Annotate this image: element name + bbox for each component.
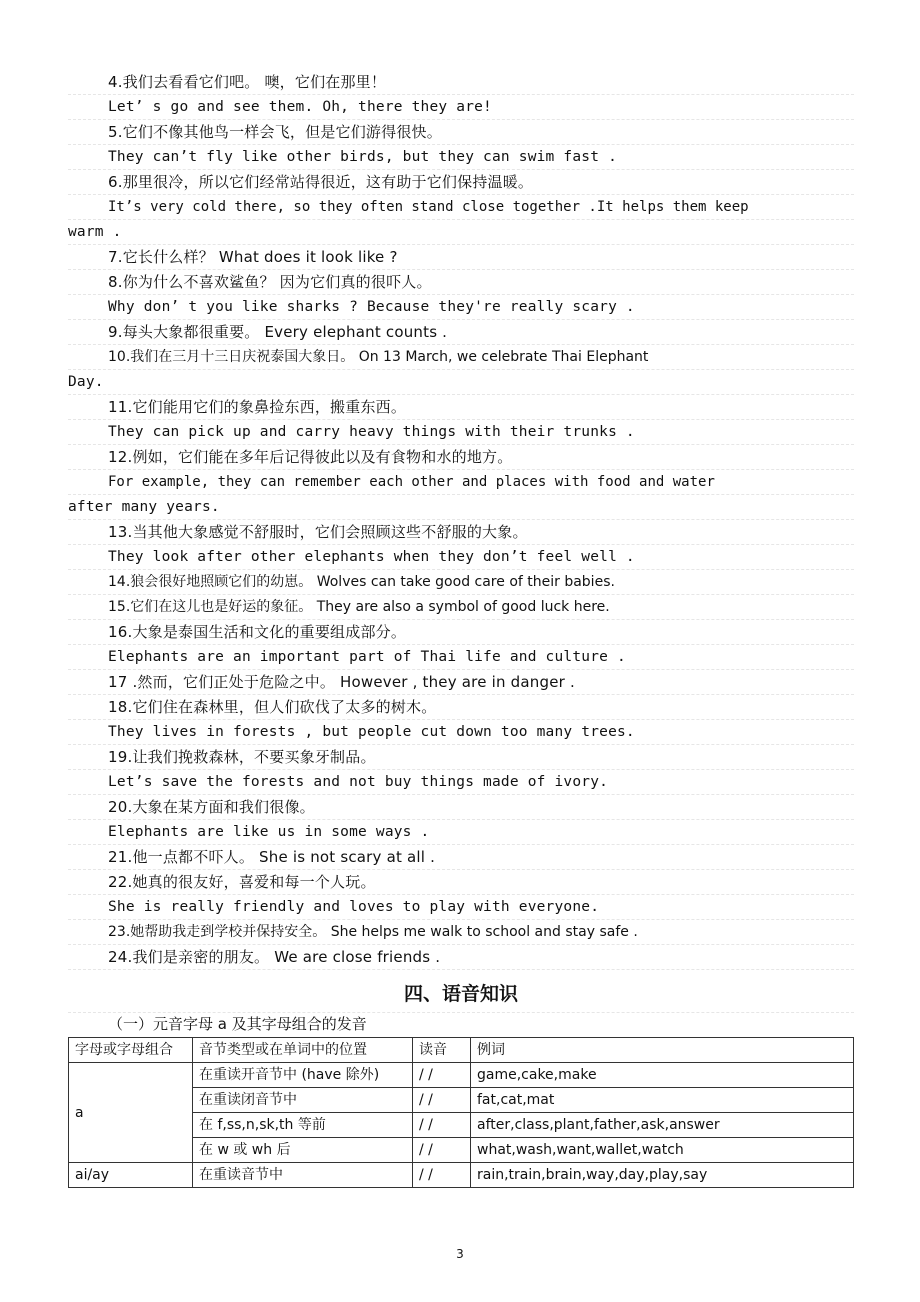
sentence-line: 13.当其他大象感觉不舒服时，它们会照顾这些不舒服的大象。 bbox=[68, 520, 854, 545]
table-header: 字母或字母组合 bbox=[69, 1038, 193, 1063]
sentence-line: 14.狼会很好地照顾它们的幼崽。 Wolves can take good care of their babies. bbox=[68, 570, 854, 595]
sound-cell: / / bbox=[413, 1138, 471, 1163]
sentence-line: 18.它们住在森林里，但人们砍伐了太多的树木。 bbox=[68, 695, 854, 720]
sentence-line: 6.那里很冷，所以它们经常站得很近，这有助于它们保持温暖。 bbox=[68, 170, 854, 195]
sentence-line: They look after other elephants when they don’t feel well . bbox=[68, 545, 854, 570]
sound-cell: / / bbox=[413, 1113, 471, 1138]
sentence-line: 23.她帮助我走到学校并保持安全。 She helps me walk to school and stay safe . bbox=[68, 920, 854, 945]
sound-cell: / / bbox=[413, 1088, 471, 1113]
sentence-list bbox=[68, 70, 854, 970]
sound-cell: / / bbox=[413, 1063, 471, 1088]
document-page bbox=[68, 70, 854, 1188]
sentence-line: 11.它们能用它们的象鼻捡东西，搬重东西。 bbox=[68, 395, 854, 420]
page-number: 3 bbox=[456, 1247, 464, 1261]
phonics-table bbox=[68, 1037, 854, 1188]
sentence-line: 24.我们是亲密的朋友。 We are close friends . bbox=[68, 945, 854, 970]
table-row bbox=[69, 1163, 854, 1188]
sentence-line: after many years. bbox=[68, 495, 854, 520]
subsection-title: （一）元音字母 a 及其字母组合的发音 bbox=[68, 1012, 854, 1035]
sentence-line: Elephants are an important part of Thai life and culture . bbox=[68, 645, 854, 670]
sentence-line: 16.大象是泰国生活和文化的重要组成部分。 bbox=[68, 620, 854, 645]
examples-cell: game,cake,make bbox=[471, 1063, 854, 1088]
position-cell: 在 f,ss,n,sk,th 等前 bbox=[193, 1113, 413, 1138]
sound-cell: / / bbox=[413, 1163, 471, 1188]
sentence-line: 4.我们去看看它们吧。 噢，它们在那里！ bbox=[68, 70, 854, 95]
table-header-row bbox=[69, 1038, 854, 1063]
sentence-line: Why don’ t you like sharks ? Because they're really scary . bbox=[68, 295, 854, 320]
examples-cell: rain,train,brain,way,day,play,say bbox=[471, 1163, 854, 1188]
sentence-line: 15.它们在这儿也是好运的象征。 They are also a symbol of good luck here. bbox=[68, 595, 854, 620]
sentence-line: 10.我们在三月十三日庆祝泰国大象日。 On 13 March, we celebrate Thai Elephant bbox=[68, 345, 854, 370]
letter-group-cell: ai/ay bbox=[69, 1163, 193, 1188]
sentence-line: They lives in forests , but people cut down too many trees. bbox=[68, 720, 854, 745]
examples-cell: fat,cat,mat bbox=[471, 1088, 854, 1113]
position-cell: 在重读开音节中 (have 除外) bbox=[193, 1063, 413, 1088]
sentence-line: 22.她真的很友好，喜爱和每一个人玩。 bbox=[68, 870, 854, 895]
examples-cell: after,class,plant,father,ask,answer bbox=[471, 1113, 854, 1138]
sentence-line: Let’s save the forests and not buy things made of ivory. bbox=[68, 770, 854, 795]
position-cell: 在 w 或 wh 后 bbox=[193, 1138, 413, 1163]
sentence-line: They can pick up and carry heavy things with their trunks . bbox=[68, 420, 854, 445]
table-row bbox=[69, 1063, 854, 1088]
table-header: 例词 bbox=[471, 1038, 854, 1063]
letter-group-cell: a bbox=[69, 1063, 193, 1163]
sentence-line: She is really friendly and loves to play with everyone. bbox=[68, 895, 854, 920]
sentence-line: 17 .然而，它们正处于危险之中。 However , they are in danger . bbox=[68, 670, 854, 695]
sentence-line: 5.它们不像其他鸟一样会飞，但是它们游得很快。 bbox=[68, 120, 854, 145]
sentence-line: It’s very cold there, so they often stand close together .It helps them keep bbox=[68, 195, 854, 220]
sentence-line: 12.例如，它们能在多年后记得彼此以及有食物和水的地方。 bbox=[68, 445, 854, 470]
table-header: 读音 bbox=[413, 1038, 471, 1063]
sentence-line: 8.你为什么不喜欢鲨鱼？ 因为它们真的很吓人。 bbox=[68, 270, 854, 295]
position-cell: 在重读闭音节中 bbox=[193, 1088, 413, 1113]
position-cell: 在重读音节中 bbox=[193, 1163, 413, 1188]
sentence-line: Day. bbox=[68, 370, 854, 395]
table-header: 音节类型或在单词中的位置 bbox=[193, 1038, 413, 1063]
sentence-line: 19.让我们挽救森林，不要买象牙制品。 bbox=[68, 745, 854, 770]
sentence-line: 21.他一点都不吓人。 She is not scary at all . bbox=[68, 845, 854, 870]
sentence-line: For example, they can remember each other and places with food and water bbox=[68, 470, 854, 495]
section-title: 四、语音知识 bbox=[403, 983, 518, 1005]
sentence-line: Elephants are like us in some ways . bbox=[68, 820, 854, 845]
examples-cell: what,wash,want,wallet,watch bbox=[471, 1138, 854, 1163]
sentence-line: 9.每头大象都很重要。 Every elephant counts . bbox=[68, 320, 854, 345]
sentence-line: 20.大象在某方面和我们很像。 bbox=[68, 795, 854, 820]
sentence-line: warm . bbox=[68, 220, 854, 245]
sentence-line: Let’ s go and see them. Oh, there they are! bbox=[68, 95, 854, 120]
sentence-line: They can’t fly like other birds, but they can swim fast . bbox=[68, 145, 854, 170]
sentence-line: 7.它长什么样？ What does it look like ? bbox=[68, 245, 854, 270]
